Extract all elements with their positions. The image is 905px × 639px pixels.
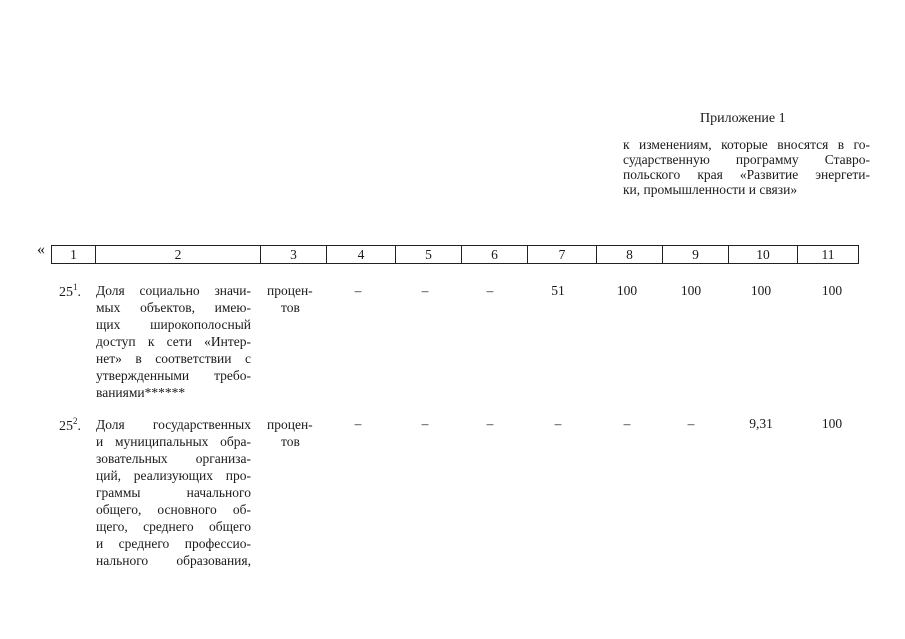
row-number-superscript: 2 [73, 416, 78, 426]
value-cell: 100 [821, 416, 843, 431]
description-line: и среднего профессио- [96, 536, 251, 551]
value-cell: 9,31 [749, 416, 773, 431]
header-cell: 9 [663, 246, 729, 264]
header-cell: 3 [261, 246, 327, 264]
row-unit: процен- тов [267, 417, 313, 449]
appendix-line: сударственную программу Ставро- [623, 152, 870, 167]
row-number-superscript: 1 [73, 282, 78, 292]
row-description [96, 416, 251, 569]
value-cell: – [486, 283, 494, 298]
value-cell: – [354, 416, 362, 431]
appendix-line: ки, промышленности и связи» [623, 182, 798, 197]
value-cell: 100 [821, 283, 843, 298]
description-line: Доля государственных [96, 417, 251, 432]
appendix-line: польского края «Развитие энергети- [623, 167, 870, 182]
value-cell: 100 [750, 283, 772, 298]
value-cell: 51 [551, 283, 565, 298]
value-cell: 100 [616, 283, 638, 298]
description-line: доступ к сети «Интер- [96, 334, 251, 349]
header-cell: 10 [729, 246, 798, 264]
description-line: Доля социально значи- [96, 283, 251, 298]
description-line: щих широкополосный [96, 317, 251, 332]
column-number-header [51, 245, 859, 264]
value-cell: – [354, 283, 362, 298]
header-cell: 4 [327, 246, 396, 264]
description-line: нет» в соответствии с [96, 351, 251, 366]
row-description [96, 282, 251, 401]
row-number: $25^1$. [59, 282, 81, 300]
header-cell: 8 [597, 246, 663, 264]
value-cell: – [486, 416, 494, 431]
description-line: щего, среднего общего [96, 519, 251, 534]
appendix-description [623, 137, 870, 197]
header-row [52, 246, 859, 264]
header-cell: 5 [396, 246, 462, 264]
header-cell: 1 [52, 246, 96, 264]
value-cell: – [421, 283, 429, 298]
header-cell: 7 [528, 246, 597, 264]
appendix-title: Приложение 1 [700, 111, 786, 126]
row-number: $25^2$. [59, 416, 81, 434]
value-cell: 100 [680, 283, 702, 298]
header-cell: 11 [798, 246, 859, 264]
description-line: мых объектов, имею- [96, 300, 251, 315]
description-line: зовательных организа- [96, 451, 251, 466]
appendix-line: к изменениям, которые вносятся в го- [623, 137, 870, 152]
value-cell: – [421, 416, 429, 431]
value-cell: – [554, 416, 562, 431]
opening-quote: « [37, 241, 45, 258]
description-line: граммы начального [96, 485, 251, 500]
description-line: утвержденными требо- [96, 368, 251, 383]
description-line: и муниципальных обра- [96, 434, 251, 449]
value-cell: – [623, 416, 631, 431]
header-cell: 6 [462, 246, 528, 264]
description-line: общего, основного об- [96, 502, 251, 517]
description-line: нального образования, [96, 553, 251, 568]
description-line: ваниями****** [96, 385, 186, 400]
row-unit: процен- тов [267, 283, 313, 315]
description-line: ций, реализующих про- [96, 468, 251, 483]
value-cell: – [687, 416, 695, 431]
header-cell: 2 [96, 246, 261, 264]
